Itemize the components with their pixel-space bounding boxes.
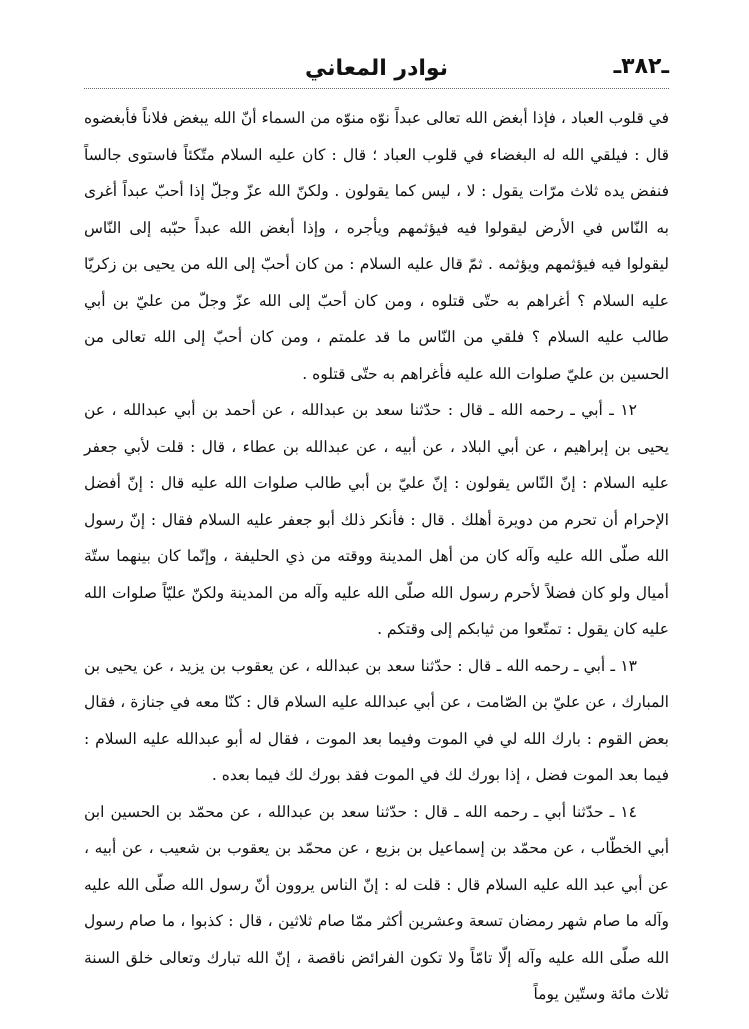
page-number: ـ٣٨٢ـ [613, 54, 669, 79]
paragraph-hadith-14: ١٤ ـ حدّثنا أبي ـ رحمه الله ـ قال : حدّثنا سعد بن عبدالله ، عن محمّد بن الحسين ابن أبي الخطّاب ، عن محمّد بن إسماعيل بن بزيع ، عن محمّد بن يعقوب بن شعيب ، عن أبيه ، عن أبي عبد الله عليه السلام قال : قلت له : إنّ الناس يروون أنّ رسول الله صلّى الله عليه وآله ما صام شهر رمضان تسعة وعشرين أكثر ممّا صام ثلاثين ، قال : كذبوا ، ما صام رسول الله صلّى الله عليه وآله إلّا تامّاً ولا تكون الفرائض ناقصة ، إنّ الله تبارك وتعالى خلق السنة ثلاث مائة وستّين يوماً [84, 802, 669, 1003]
page-header [84, 48, 669, 88]
book-title: نوادر المعاني [305, 55, 448, 81]
paragraph-hadith-11-continuation: في قلوب العباد ، فإذا أبغض الله تعالى عبداً نوّه منوّه من السماء أنّ الله يبغض فلاناً فأبغضوه قال : فيلقي الله له البغضاء في قلوب العباد ؛ قال : كان عليه السلام متّكئاً فاستوى جالساً فنفض يده ثلاث مرّات يقول : لا ، ليس كما يقولون . ولكنّ الله عزّ وجلّ إذا أحبّ عبداً أغرى به النّاس في الأرض ليقولوا فيه فيؤثمهم ويأجره ، وإذا أبغض الله عبداً حبّبه إلى النّاس ليقولوا فيه فيؤثمهم ويؤثمه . ثمّ قال عليه السلام : من كان أحبّ إلى الله من يحيى بن زكريّا عليه السلام ؟ أغراهم به حتّى قتلوه ، ومن كان أحبّ إلى الله عزّ وجلّ من عليّ بن أبي طالب عليه السلام ؟ فلقي من النّاس ما قد علمتم ، ومن كان أحبّ إلى الله تعالى من الحسين بن عليّ صلوات الله عليه فأغراهم به حتّى قتلوه . [84, 109, 669, 383]
paragraph-hadith-13: ١٣ ـ أبي ـ رحمه الله ـ قال : حدّثنا سعد بن عبدالله ، عن يعقوب بن يزيد ، عن يحيى بن المبارك ، عن عليّ بن الصّامت ، عن أبي عبدالله عليه السلام قال : كنّا معه في جنازة ، فقال بعض القوم : بارك الله لي في الموت وفيما بعد الموت ، فقال له أبو عبدالله عليه السلام : فيما بعد الموت فضل ، إذا بورك لك في الموت فقد بورك لك فيما بعده . [84, 656, 669, 784]
paragraph-hadith-12: ١٢ ـ أبي ـ رحمه الله ـ قال : حدّثنا سعد بن عبدالله ، عن أحمد بن أبي عبدالله ، عن يحيى بن إبراهيم ، عن أبي البلاد ، عن أبيه ، عن عبدالله بن عطاء ، قال : قلت لأبي جعفر عليه السلام : إنّ النّاس يقولون : إنّ عليّ بن أبي طالب صلوات الله عليه قال : إنّ أفضل الإحرام أن تحرم من دويرة أهلك . قال : فأنكر ذلك أبو جعفر عليه السلام فقال : إنّ رسول الله صلّى الله عليه وآله كان من أهل المدينة ووقته من ذي الحليفة ، وإنّما كان بينهما ستّة أميال ولو كان فضلاً لأحرم رسول الله صلّى الله عليه وآله من المدينة ولكنّ عليّاً صلوات الله عليه كان يقول : تمتّعوا من ثيابكم إلى وقتكم . [84, 401, 669, 638]
header-divider [84, 88, 669, 89]
page-body [84, 100, 669, 1013]
